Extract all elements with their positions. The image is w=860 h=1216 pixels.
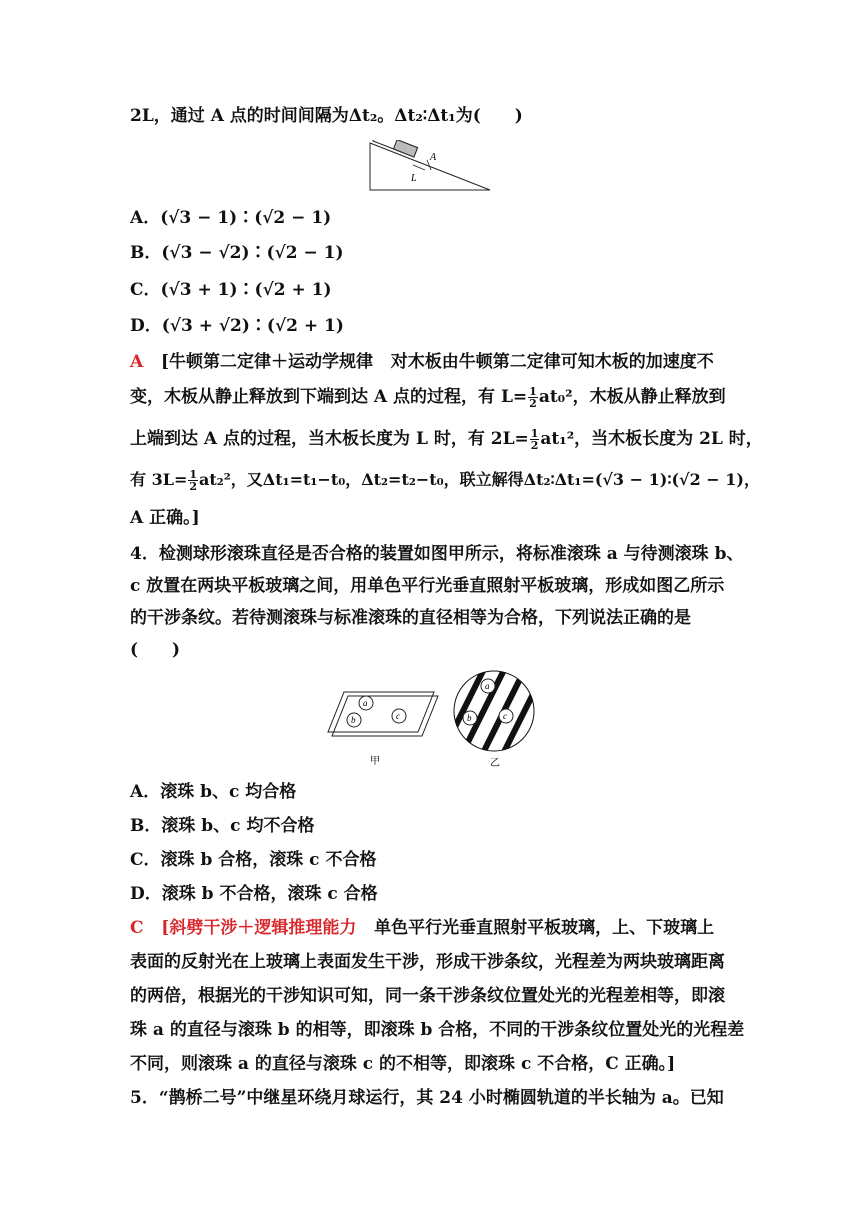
q3-answer: A: [130, 352, 144, 372]
q4-explanation-line3: 的两倍，根据光的干涉知识可知，同一条干涉条纹位置处光的光程差相等，即滚: [130, 986, 725, 1006]
q3-explanation-line5: A 正确。]: [130, 508, 200, 528]
q4-answer-tag: [斜劈干涉＋逻辑推理能力: [161, 918, 357, 938]
ball-c-label: c: [503, 711, 507, 721]
ball-a-label: a: [363, 698, 368, 708]
q4-option-c: C．滚珠 b 合格，滚珠 c 不合格: [130, 850, 377, 870]
q3-option-d: D．(√3 + √2)∶(√2 + 1): [130, 316, 344, 336]
q4-stem-line3: 的干涉条纹。若待测滚珠与标准滚珠的直径相等为合格，下列说法正确的是: [130, 608, 691, 628]
ball-b-label: b: [467, 713, 472, 723]
q4-explanation-line5: 不同，则滚珠 a 的直径与滚珠 c 的不相等，即滚珠 c 不合格，C 正确。]: [130, 1054, 676, 1074]
ball-c-label: c: [396, 711, 400, 721]
figure-yi-label: 乙: [490, 758, 500, 769]
q4-stem-line1: 4．检测球形滚珠直径是否合格的装置如图甲所示，将标准滚珠 a 与待测滚珠 b、: [130, 544, 744, 564]
q4-explanation-line4: 珠 a 的直径与滚珠 b 的相等，即滚珠 b 合格，不同的干涉条纹位置处光的光程差: [130, 1020, 745, 1040]
q3-option-a: A．(√3 − 1)∶(√2 − 1): [130, 208, 332, 228]
ball-b-label: b: [351, 715, 356, 725]
q4-option-d: D．滚珠 b 不合格，滚珠 c 合格: [130, 884, 378, 904]
q3-option-b: B．(√3 − √2)∶(√2 − 1): [130, 243, 344, 263]
q3-stem: 2L，通过 A 点的时间间隔为Δt₂。Δt₂∶Δt₁为( ): [130, 106, 523, 126]
q4-explanation-line1: C [斜劈干涉＋逻辑推理能力 单色平行光垂直照射平板玻璃，上、下玻璃上: [130, 918, 715, 938]
label-A: A: [430, 152, 437, 163]
q3-explanation-line1: A [牛顿第二定律＋运动学规律 对木板由牛顿第二定律可知木板的加速度不: [130, 352, 714, 372]
fraction-half: $\frac{1}{2}$: [189, 468, 198, 493]
glass-plates-figure: [322, 684, 442, 770]
q4-stem-line2: c 放置在两块平板玻璃之间，用单色平行光垂直照射平板玻璃，形成如图乙所示: [130, 576, 725, 596]
label-L: L: [411, 173, 417, 184]
q3-answer-tag: [牛顿第二定律＋运动学规律: [160, 352, 374, 372]
q4-option-a: A．滚珠 b、c 均合格: [130, 782, 297, 802]
incline-figure: [365, 140, 495, 194]
q4-stem-line4: ( ): [130, 640, 181, 660]
q3-explanation-line2: 变，木板从静止释放到下端到达 A 点的过程，有 L= $\frac{1}{2}$ at₀²，木板从静止释放到: [130, 385, 726, 410]
q3-explanation-line3: 上端到达 A 点的过程，当木板长度为 L 时，有 2L= $\frac{1}{2}$ at₁²，当木板长度为 2L 时，: [130, 427, 763, 452]
q3-option-c: C．(√3 + 1)∶(√2 + 1): [130, 280, 332, 300]
q4-option-b: B．滚珠 b、c 均不合格: [130, 816, 315, 836]
ball-a-label: a: [485, 681, 490, 691]
interference-fringes-figure: [448, 666, 540, 770]
q3-explanation-line4: 有 3L= $\frac{1}{2}$ at₂²，又Δt₁=t₁−t₀，Δt₂=t₂−t₀，联立解得Δt₂∶Δt₁=(√3 − 1)∶(√2 − 1)，: [130, 468, 760, 493]
q5-stem-line1: 5．“鹊桥二号”中继星环绕月球运行，其 24 小时椭圆轨道的半长轴为 a。已知: [130, 1088, 724, 1108]
q4-answer: C: [130, 918, 144, 938]
q4-explanation-line2: 表面的反射光在上玻璃上表面发生干涉，形成干涉条纹，光程差为两块玻璃距离: [130, 952, 725, 972]
figure-jia-label: 甲: [370, 756, 380, 767]
fraction-half: $\frac{1}{2}$: [529, 385, 537, 410]
fraction-half: $\frac{1}{2}$: [530, 427, 539, 452]
